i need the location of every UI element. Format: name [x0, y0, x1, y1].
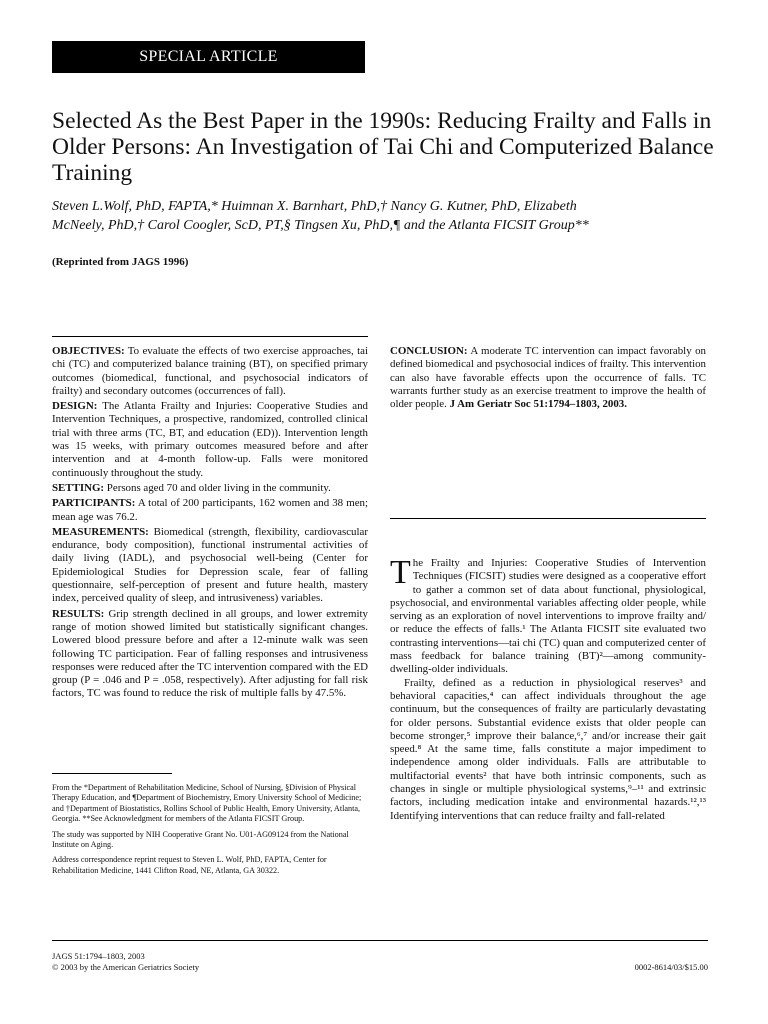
footer-left — [52, 951, 199, 973]
abstract-setting — [52, 482, 368, 495]
affiliations-note: From the *Department of Rehabilitation Medicine, School of Nursing, §Division of Physical Therapy Education, and ¶Department of Biochemistry, Emory University School of Medicine; and †Department of Biostatistics, Rollins School of Public Health, Emory University, Atlanta, Georgia. **See Acknowledgment for members of the Atlanta FICSIT Group. — [52, 783, 362, 824]
body-text — [390, 554, 706, 823]
results-text: Grip strength declined in all groups, and lower extremity range of motion showed limited but statistically significant changes. Lowered blood pressure before and after a 12-minute walk was seen following TC participation. Fear of falling responses and intrusiveness responses were reduced after the TC intervention compared with the ED group (P = .046 and P = .058, respectively). After adjusting for fall risk factors, TC was found to reduce the risk of multiple falls by 47.5%. — [52, 607, 368, 700]
objectives-label: OBJECTIVES: — [52, 345, 125, 357]
abstract-results — [52, 608, 368, 701]
abstract-bottom-rule — [390, 518, 706, 519]
participants-text: A total of 200 participants, 162 women and 38 men; mean age was 76.2. — [52, 497, 368, 523]
reprint-note: (Reprinted from JAGS 1996) — [52, 256, 189, 268]
abstract-conclusion — [390, 345, 706, 411]
article-title: Selected As the Best Paper in the 1990s: Reducing Frailty and Falls in Older Persons: An Investigation of Tai Chi and Computerized Balance Training — [52, 108, 714, 186]
footer-code: 0002-8614/03/$15.00 — [634, 962, 708, 972]
journal-citation: J Am Geriatr Soc 51:1794–1803, 2003. — [449, 398, 627, 411]
participants-label: PARTICIPANTS: — [52, 497, 136, 510]
objectives-text: To evaluate the effects of two exercise approaches, tai chi (TC) and computerized balance training (BT), on specified primary outcomes (biomedical, functional, and psychosocial indicators of frailty) and secondary outcomes (occurrences of fall). — [52, 345, 368, 397]
abstract-design — [52, 400, 368, 480]
drop-cap: T — [390, 554, 411, 591]
measurements-text: Biomedical (strength, flexibility, cardiovascular endurance, body composition), functional instrumental activities of daily living (IADL), and psychosocial well-being (Center for Epidemiological Studies for Depression scale, fear of falling questionnaire, self-perception of present and future health, mastery index, perceived quality of sleep, and intrusiveness) variables. — [52, 525, 368, 605]
author-list — [52, 197, 722, 235]
author-line-1: Steven L.Wolf, PhD, FAPTA,* Huimnan X. Barnhart, PhD,† Nancy G. Kutner, PhD, Elizabeth — [52, 199, 577, 214]
setting-text: Persons aged 70 and older living in the community. — [106, 481, 331, 494]
design-label: DESIGN: — [52, 400, 98, 413]
conclusion-label: CONCLUSION: — [390, 345, 468, 357]
footnotes — [52, 783, 368, 881]
footer-journal: JAGS 51:1794–1803, 2003 — [52, 951, 145, 961]
intro-paragraph-1 — [390, 554, 706, 677]
footer-rule — [52, 940, 708, 941]
abstract-right-column — [390, 345, 706, 413]
setting-label: SETTING: — [52, 481, 105, 494]
footer-copyright: © 2003 by the American Geriatrics Society — [52, 962, 200, 972]
intro-paragraph-2: Frailty, defined as a reduction in physiological reserves³ and behavioral capacities,⁴ can affect individuals throughout the age continuum, but the consequences of frailty are particularly devastating for older persons. Substantial evidence exists that older people can become stronger,⁵ improve their balance,⁶,⁷ and/or increase their gait speed.⁸ At the same time, falls constitute a major impediment to independence among older individuals. Falls are attributable to multifactorial events² that have both intrinsic components, such as changes in single or multiple physiological systems,⁹–¹¹ and extrinsic factors, including medication intake and environmental hazards.¹²,¹³ Identifying interventions that can reduce frailty and fall-related — [390, 676, 706, 822]
results-label: RESULTS: — [52, 607, 105, 620]
intro-paragraph-1-text: he Frailty and Injuries: Cooperative Studies of Intervention Techniques (FICSIT) studies were designed as a cooperative effort to gather a common set of data about functional, physiological, psychosocial, and environmental variables affecting older people, while serving as an exploration of novel interventions to improve frailty and/ or reduce the effects of falls.¹ The Atlanta FICSIT site evaluated two contrasting interventions—tai chi (TC) quan and computerized center of mass feedback for balance training (BT)²—among community-dwelling-older individuals. — [390, 557, 706, 676]
abstract-top-rule — [52, 336, 368, 337]
abstract-measurements — [52, 526, 368, 606]
abstract-left-column — [52, 345, 368, 703]
measurements-label: MEASUREMENTS: — [52, 525, 149, 538]
grant-note: The study was supported by NIH Cooperative Grant No. U01-AG09124 from the National Institute on Aging. — [52, 829, 349, 850]
abstract-objectives — [52, 345, 368, 398]
footnote-rule — [52, 773, 172, 774]
author-line-2: McNeely, PhD,† Carol Coogler, ScD, PT,§ Tingsen Xu, PhD,¶ and the Atlanta FICSIT Group** — [52, 218, 589, 233]
design-text: The Atlanta Frailty and Injuries: Cooperative Studies and Intervention Techniques, a prospective, randomized, controlled clinical trial with three arms (TC, BT, and education (ED)). Intervention length was 15 weeks, with primary outcomes measured before and after intervention and at 4-month follow-up. Falls were monitored continuously throughout the study. — [52, 400, 369, 479]
abstract-participants — [52, 497, 368, 524]
correspondence-note: Address correspondence reprint request to Steven L. Wolf, PhD, FAPTA, Center for Rehabilitation Medicine, 1441 Clifton Road, NE, Atlanta, GA 30322. — [52, 855, 327, 875]
conclusion-text: A moderate TC intervention can impact favorably on defined biomedical and psychosocial indices of frailty. This intervention can also have favorable effects upon the occurrence of falls. TC warrants further study as an exercise treatment to improve the health of older people. — [390, 345, 706, 411]
section-banner: SPECIAL ARTICLE — [52, 41, 365, 73]
